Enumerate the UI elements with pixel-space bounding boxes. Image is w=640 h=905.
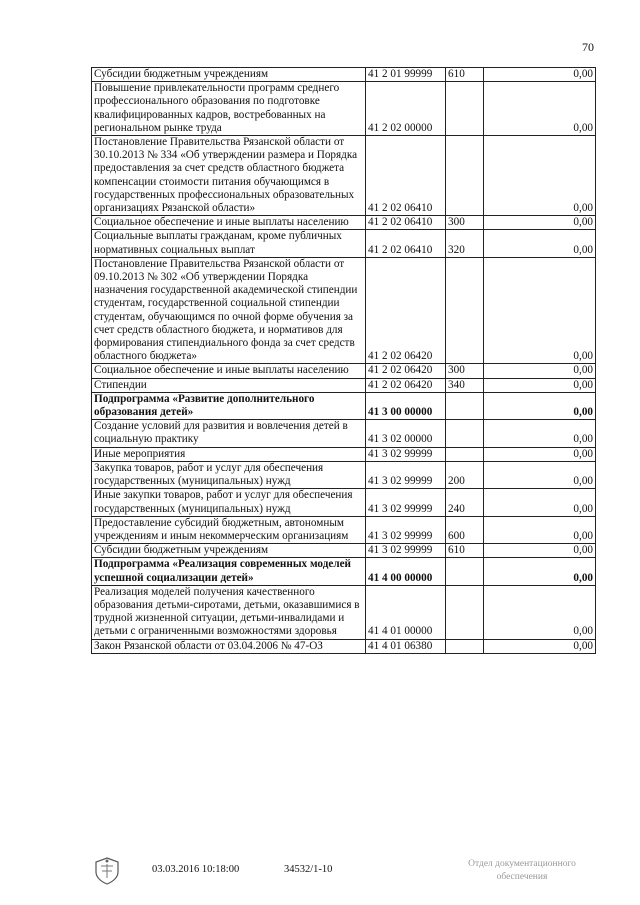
table-row [92, 364, 596, 378]
row-code: 41 3 02 99999 [366, 461, 446, 488]
footer-date: 03.03.2016 10:18:00 [152, 864, 240, 875]
row-code: 41 2 02 06410 [366, 136, 446, 216]
row-code: 41 2 01 99999 [366, 68, 446, 82]
table-row [92, 392, 596, 419]
row-amount: 0,00 [484, 544, 596, 558]
row-expense-type [446, 447, 484, 461]
row-expense-type: 200 [446, 461, 484, 488]
table-row [92, 216, 596, 230]
row-expense-type [446, 257, 484, 364]
row-amount: 0,00 [484, 82, 596, 136]
row-amount: 0,00 [484, 364, 596, 378]
row-name: Субсидии бюджетным учреждениям [92, 544, 366, 558]
table-row [92, 82, 596, 136]
table-row [92, 68, 596, 82]
row-name: Социальные выплаты гражданам, кроме публичных нормативных социальных выплат [92, 230, 366, 257]
row-expense-type [446, 558, 484, 585]
page-footer [0, 856, 640, 896]
row-amount: 0,00 [484, 461, 596, 488]
row-amount: 0,00 [484, 516, 596, 543]
row-name: Социальное обеспечение и иные выплаты населению [92, 216, 366, 230]
table-row [92, 461, 596, 488]
row-code: 41 2 02 00000 [366, 82, 446, 136]
row-expense-type [446, 639, 484, 653]
table-row [92, 378, 596, 392]
row-name: Закупка товаров, работ и услуг для обеспечения государственных (муниципальных) нужд [92, 461, 366, 488]
row-expense-type: 610 [446, 68, 484, 82]
row-amount: 0,00 [484, 447, 596, 461]
table-row [92, 544, 596, 558]
row-name: Иные мероприятия [92, 447, 366, 461]
row-name: Создание условий для развития и вовлечения детей в социальную практику [92, 420, 366, 447]
row-expense-type: 240 [446, 489, 484, 516]
row-code: 41 2 02 06420 [366, 257, 446, 364]
row-amount: 0,00 [484, 585, 596, 639]
row-code: 41 4 01 00000 [366, 585, 446, 639]
row-amount: 0,00 [484, 230, 596, 257]
row-code: 41 3 00 00000 [366, 392, 446, 419]
table-row [92, 230, 596, 257]
row-code: 41 3 02 99999 [366, 489, 446, 516]
row-expense-type [446, 82, 484, 136]
row-amount: 0,00 [484, 216, 596, 230]
footer-doc-number: 34532/1-10 [284, 864, 333, 875]
row-name: Подпрограмма «Развитие дополнительного образования детей» [92, 392, 366, 419]
row-name: Реализация моделей получения качественного образования детьми-сиротами, детьми, оказавшимися в трудной жизненной ситуации, детьми-инвалидами и детьми с ограниченными возможностями здоровья [92, 585, 366, 639]
row-name: Стипендии [92, 378, 366, 392]
row-code: 41 4 01 06380 [366, 639, 446, 653]
coat-of-arms-icon [92, 856, 122, 886]
table-row [92, 447, 596, 461]
row-name: Постановление Правительства Рязанской области от 30.10.2013 № 334 «Об утверждении размера и Порядка предоставления за счет средств областного бюджета компенсации стоимости питания обучающимся в государственных профессиональных образовательных организациях Рязанской области» [92, 136, 366, 216]
row-code: 41 3 02 00000 [366, 420, 446, 447]
row-code: 41 3 02 99999 [366, 447, 446, 461]
row-code: 41 2 02 06420 [366, 378, 446, 392]
row-amount: 0,00 [484, 257, 596, 364]
footer-stamp: Отдел документационного обеспечения [468, 859, 576, 882]
row-code: 41 4 00 00000 [366, 558, 446, 585]
row-amount: 0,00 [484, 392, 596, 419]
row-code: 41 3 02 99999 [366, 544, 446, 558]
row-amount: 0,00 [484, 489, 596, 516]
table-row [92, 516, 596, 543]
table-row [92, 257, 596, 364]
page-number: 70 [582, 40, 594, 54]
row-amount: 0,00 [484, 136, 596, 216]
row-expense-type [446, 585, 484, 639]
row-expense-type: 610 [446, 544, 484, 558]
row-amount: 0,00 [484, 639, 596, 653]
row-name: Повышение привлекательности программ среднего профессионального образования по подготовке квалифицированных кадров, востребованных на региональном рынке труда [92, 82, 366, 136]
row-code: 41 2 02 06410 [366, 216, 446, 230]
row-code: 41 3 02 99999 [366, 516, 446, 543]
row-name: Подпрограмма «Реализация современных моделей успешной социализации детей» [92, 558, 366, 585]
row-expense-type [446, 420, 484, 447]
row-expense-type [446, 136, 484, 216]
row-amount: 0,00 [484, 558, 596, 585]
row-name: Иные закупки товаров, работ и услуг для обеспечения государственных (муниципальных) нужд [92, 489, 366, 516]
table-row [92, 639, 596, 653]
table-row [92, 136, 596, 216]
row-expense-type: 300 [446, 364, 484, 378]
row-name: Постановление Правительства Рязанской области от 09.10.2013 № 302 «Об утверждении Порядка назначения государственной академической стипендии студентам, государственной социальной стипендии студентам, обучающимся по очной форме обучения за счет средств областного бюджета, и нормативов для формирования стипендиального фонда за счет средств областного бюджета» [92, 257, 366, 364]
row-expense-type: 340 [446, 378, 484, 392]
row-expense-type: 600 [446, 516, 484, 543]
row-expense-type: 300 [446, 216, 484, 230]
row-name: Предоставление субсидий бюджетным, автономным учреждениям и иным некоммерческим организациям [92, 516, 366, 543]
row-name: Закон Рязанской области от 03.04.2006 № 47-ОЗ [92, 639, 366, 653]
table-row [92, 585, 596, 639]
row-expense-type: 320 [446, 230, 484, 257]
row-amount: 0,00 [484, 420, 596, 447]
row-amount: 0,00 [484, 378, 596, 392]
row-code: 41 2 02 06420 [366, 364, 446, 378]
budget-table [91, 67, 596, 654]
table-row [92, 558, 596, 585]
row-amount: 0,00 [484, 68, 596, 82]
table-row [92, 489, 596, 516]
row-name: Социальное обеспечение и иные выплаты населению [92, 364, 366, 378]
row-name: Субсидии бюджетным учреждениям [92, 68, 366, 82]
row-code: 41 2 02 06410 [366, 230, 446, 257]
table-row [92, 420, 596, 447]
row-expense-type [446, 392, 484, 419]
